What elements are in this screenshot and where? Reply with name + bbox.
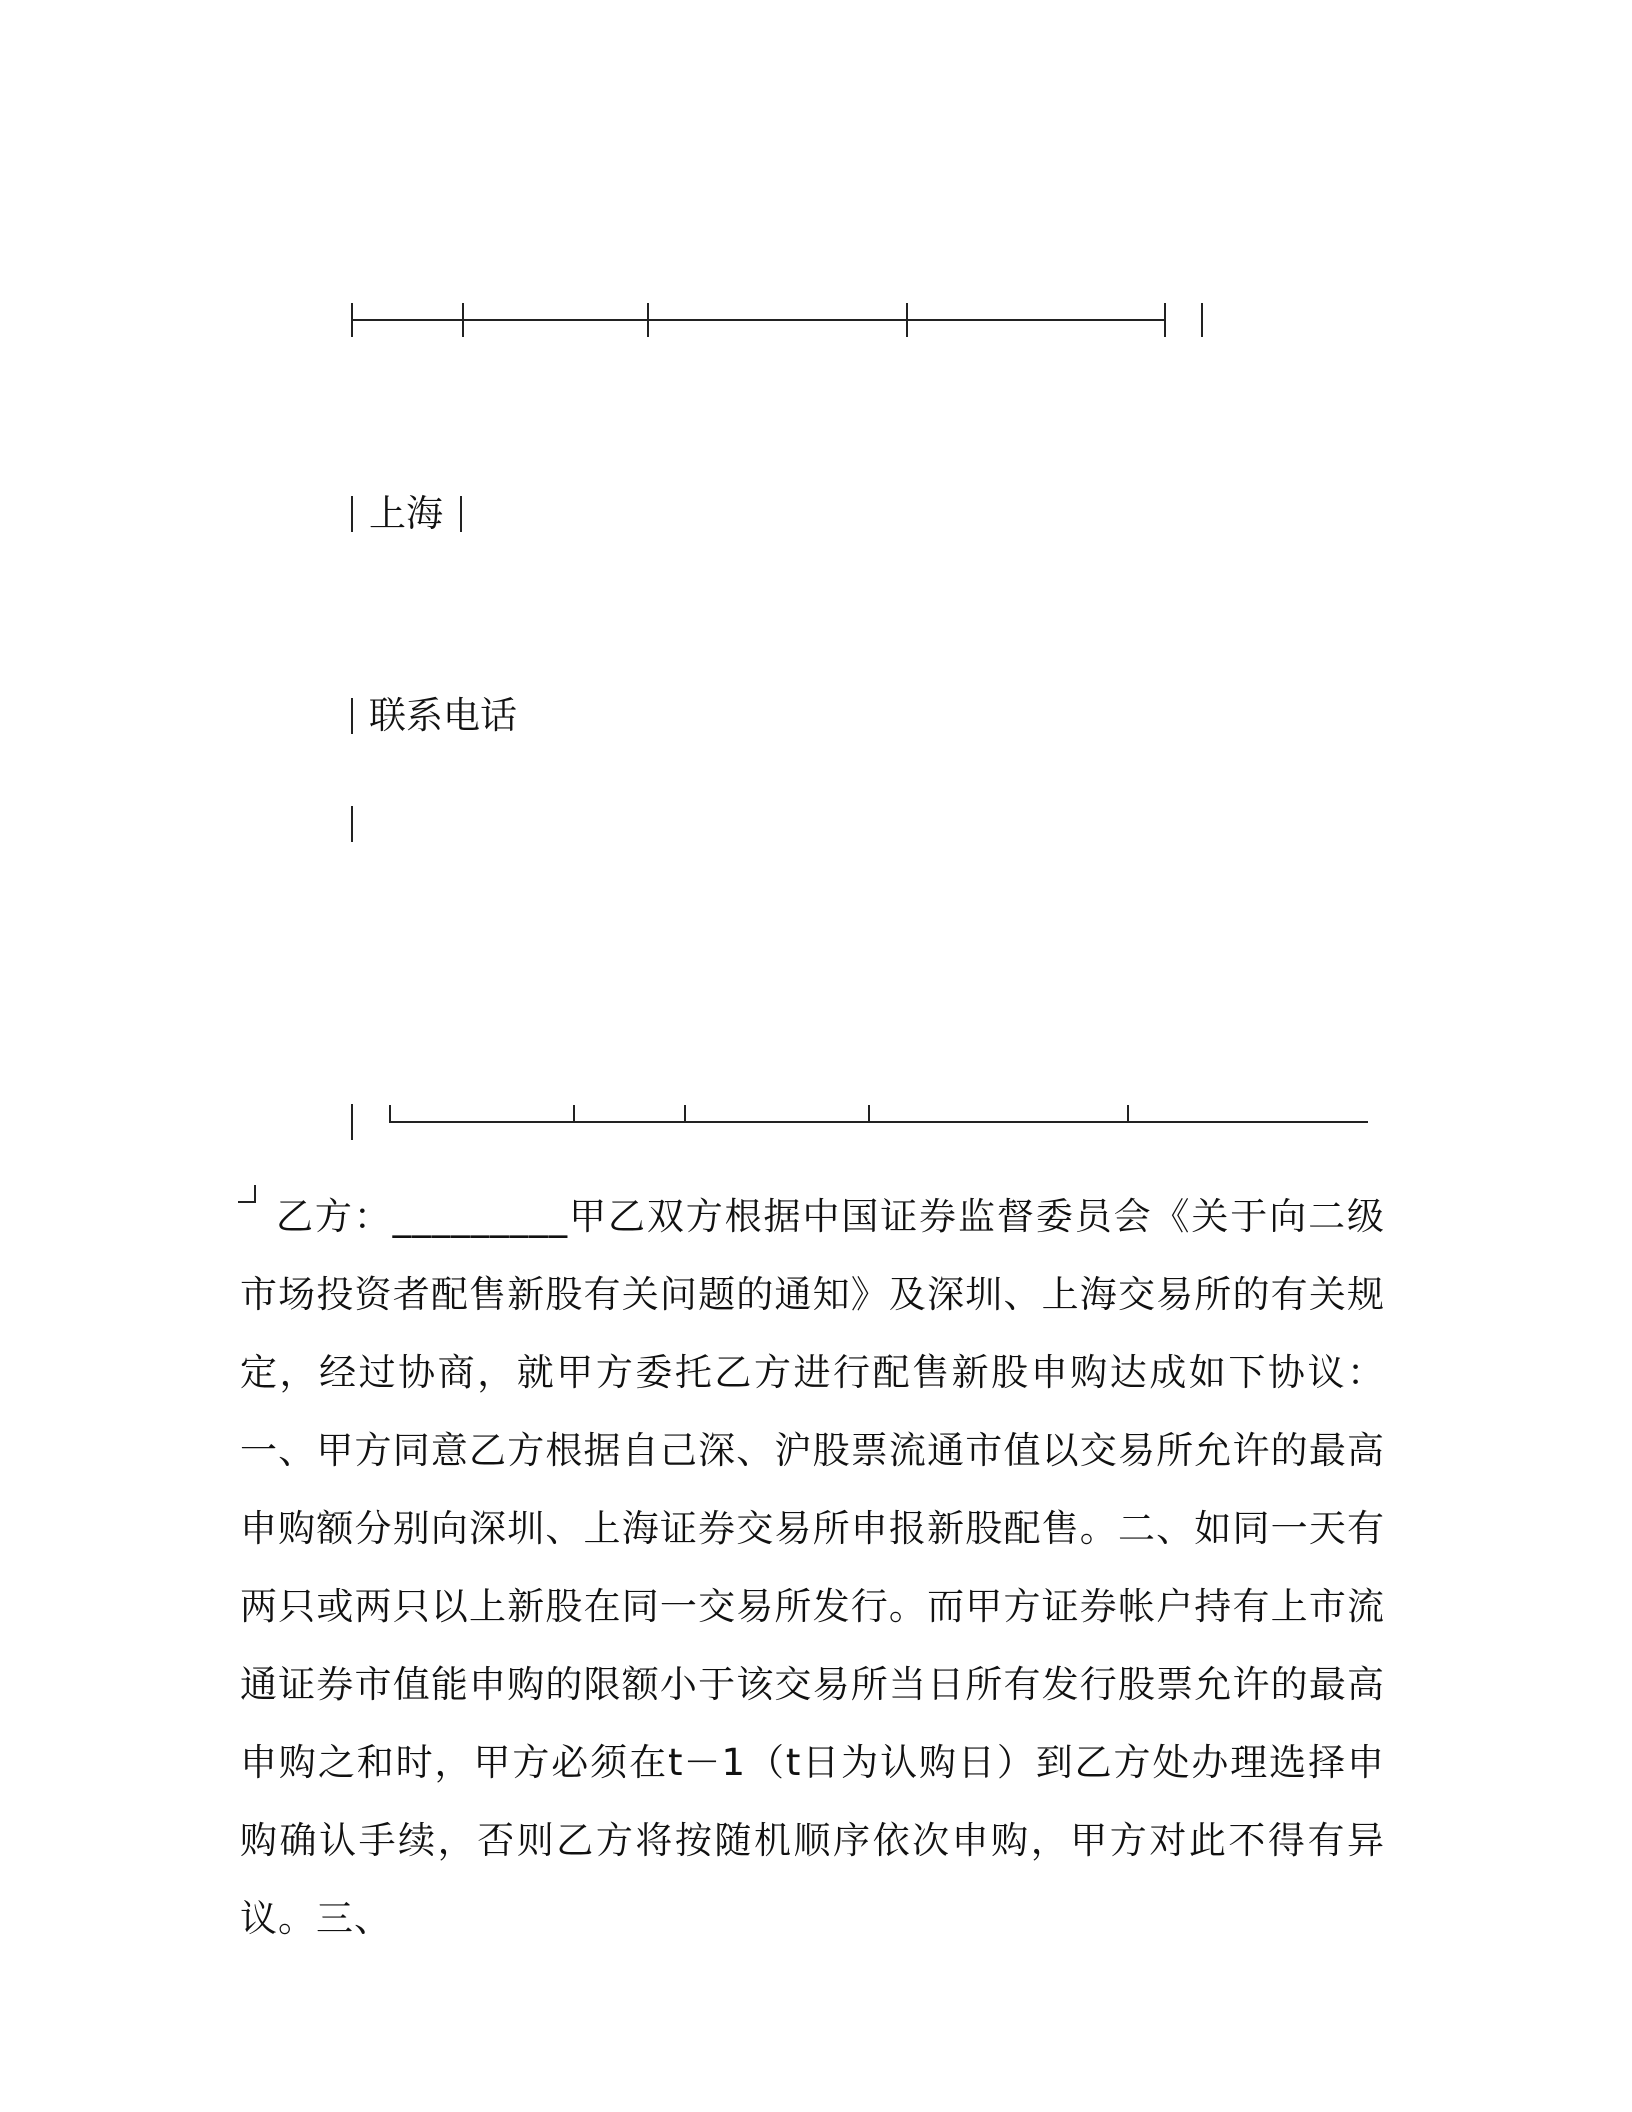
table-cell-divider — [460, 496, 462, 532]
table-cell-divider — [351, 303, 353, 337]
agreement-body-text: 乙方：_________甲乙双方根据中国证券监督委员会《关于向二级市场投资者配售新股有关问题的通知》及深圳、上海交易所的有关规定，经过协商，就甲方委托乙方进行配售新股申购达成如下协议：一、甲方同意乙方根据自己深、沪股票流通市值以交易所允许的最高申购额分别向深圳、上海证券交易所申报新股配售。二、如同一天有两只或两只以上新股在同一交易所发行。而甲方证券帐户持有上市流通证券市值能申购的限额小于该交易所当日所有发行股票允许的最高申购之和时，甲方必须在t－1（t日为认购日）到乙方处办理选择申购确认手续，否则乙方将按随机顺序依次申购，甲方对此不得有异议。三、 — [240, 1195, 1385, 1940]
table-cell-divider — [1201, 303, 1203, 337]
location-label: 上海 — [369, 492, 443, 535]
table-border-line — [352, 319, 1166, 321]
table-cell-divider — [351, 806, 353, 842]
table-cell-divider — [573, 1105, 575, 1122]
table-cell-divider — [351, 1104, 353, 1140]
table-cell-divider — [462, 303, 464, 337]
table-cell-divider — [1127, 1105, 1129, 1122]
table-cell-divider — [684, 1105, 686, 1122]
table-cell-divider — [351, 698, 353, 734]
table-cell-divider — [647, 303, 649, 337]
table-cell-divider — [906, 303, 908, 337]
table-cell-divider — [351, 496, 353, 532]
table-cell-divider — [868, 1105, 870, 1122]
table-cell-divider — [389, 1105, 391, 1122]
phone-label: 联系电话 — [369, 694, 517, 737]
table-cell-divider — [1164, 303, 1166, 337]
table-border-line — [389, 1121, 1368, 1123]
